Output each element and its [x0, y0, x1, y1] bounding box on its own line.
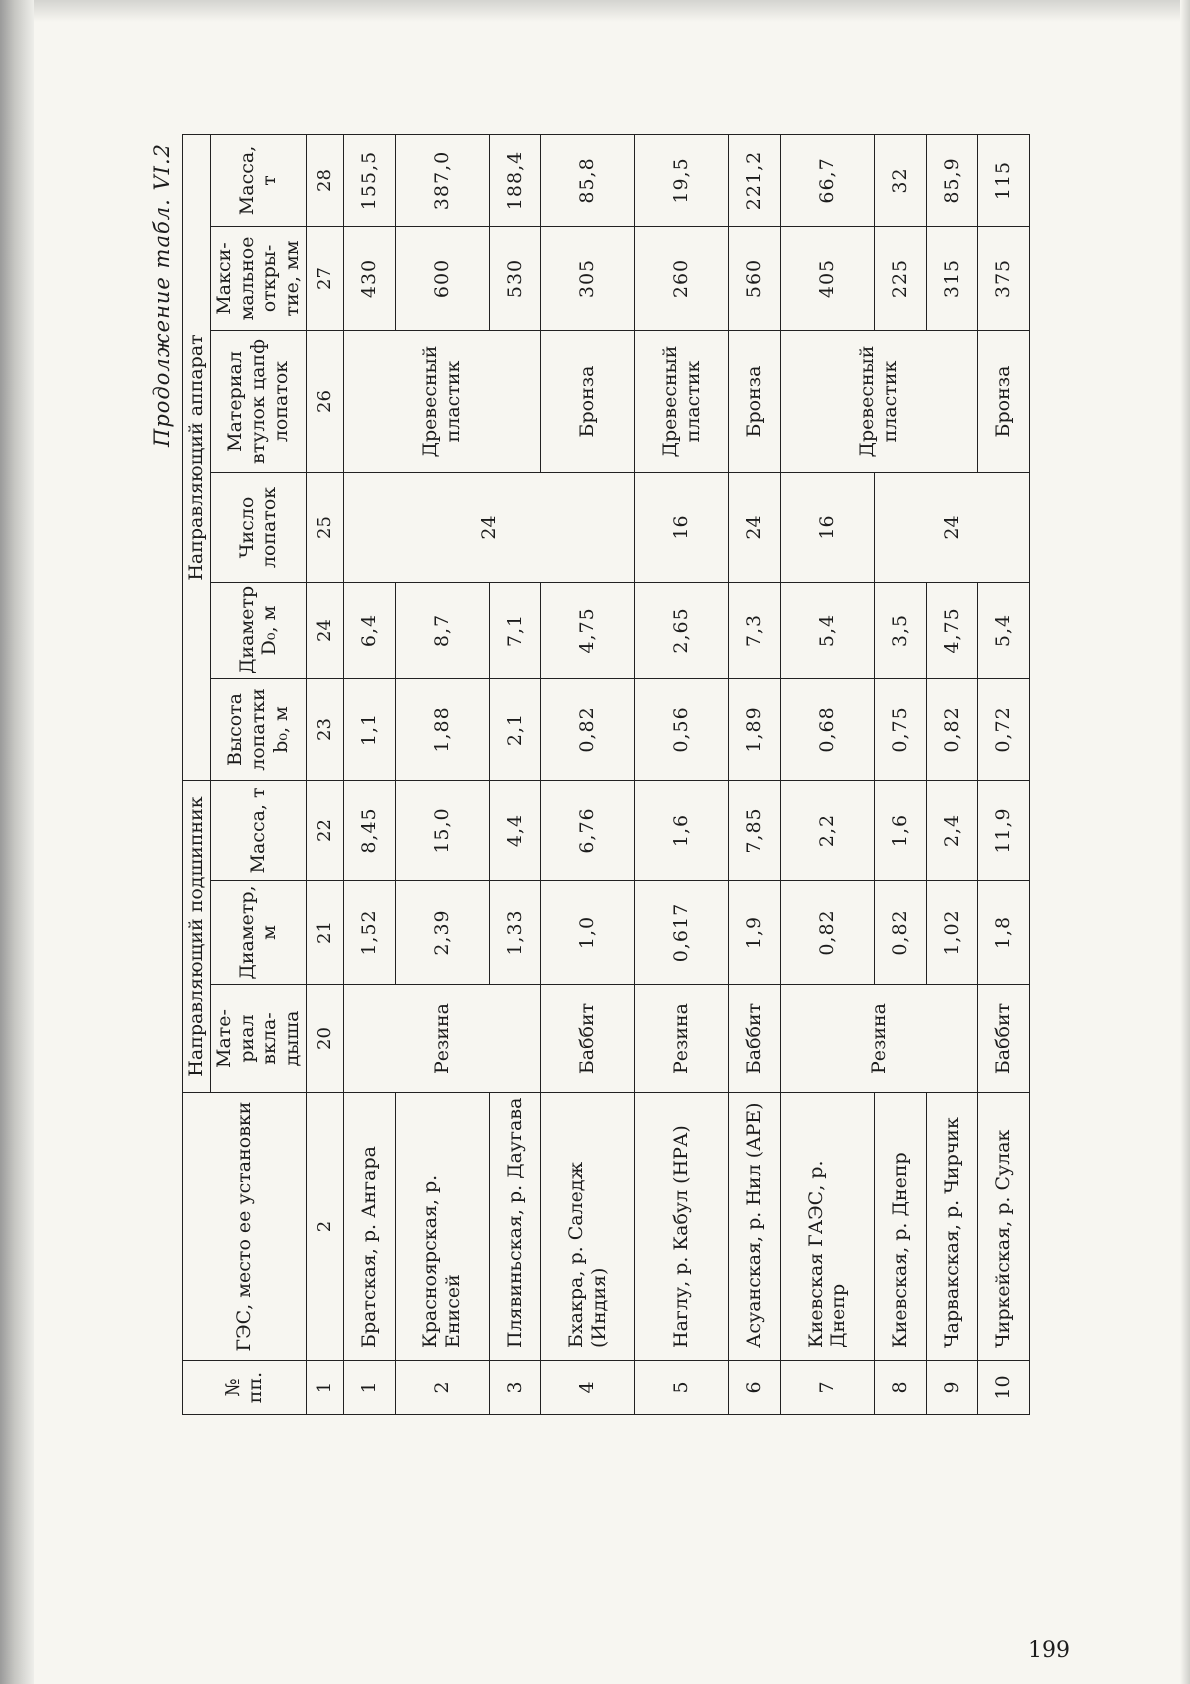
table-row — [926, 134, 978, 1414]
plant-name: Бхакра, р. Саледж (Индия) — [541, 1093, 635, 1361]
row-number: 9 — [926, 1361, 978, 1415]
bearing-mass: 15,0 — [395, 780, 489, 880]
bearing-mass: 7,85 — [729, 780, 781, 880]
scan-edge-top — [0, 0, 1190, 22]
max-opening: 560 — [729, 226, 781, 330]
page-number: 199 — [1028, 1638, 1070, 1663]
apparatus-mass: 115 — [978, 134, 1030, 226]
table-row — [780, 134, 874, 1414]
table-row — [978, 134, 1030, 1414]
plant-name: Чиркейская, р. Сулак — [978, 1093, 1030, 1361]
liner-material: Баббит — [541, 985, 635, 1093]
row-number: 3 — [489, 1361, 541, 1415]
col-liner-material-header: Мате-риал вкла-дыша — [210, 985, 306, 1093]
hydro-plant-table — [182, 134, 1030, 1415]
diameter-d0: 5,4 — [780, 582, 874, 678]
bearing-diameter: 2,39 — [395, 881, 489, 985]
scan-edge-right — [1180, 0, 1190, 1684]
bearing-mass: 4,4 — [489, 780, 541, 880]
diameter-d0: 3,5 — [874, 582, 926, 678]
bushing-material: Бронза — [541, 330, 635, 472]
bushing-material: Древесный пластик — [343, 330, 540, 472]
bearing-diameter: 0,617 — [635, 881, 729, 985]
row-number: 8 — [874, 1361, 926, 1415]
max-opening: 260 — [635, 226, 729, 330]
bearing-mass: 8,45 — [343, 780, 395, 880]
column-number: 27 — [306, 226, 343, 330]
col-plant-header: ГЭС, место ее установки — [183, 1093, 307, 1361]
diameter-d0: 2,65 — [635, 582, 729, 678]
col-max-opening-header: Макси-мальное откры-тие, мм — [210, 226, 306, 330]
blade-height: 0,75 — [874, 678, 926, 780]
bearing-diameter: 0,82 — [780, 881, 874, 985]
col-apparatus-mass-header: Масса, т — [210, 134, 306, 226]
max-opening: 600 — [395, 226, 489, 330]
diameter-d0: 6,4 — [343, 582, 395, 678]
max-opening: 530 — [489, 226, 541, 330]
blade-height: 1,1 — [343, 678, 395, 780]
table-row — [635, 134, 729, 1414]
liner-material: Резина — [343, 985, 540, 1093]
max-opening: 305 — [541, 226, 635, 330]
row-number: 1 — [343, 1361, 395, 1415]
max-opening: 375 — [978, 226, 1030, 330]
plant-name: Киевская ГАЭС, р. Днепр — [780, 1093, 874, 1361]
plant-name: Братская, р. Ангара — [343, 1093, 395, 1361]
liner-material: Резина — [780, 985, 977, 1093]
blade-count: 24 — [729, 472, 781, 582]
apparatus-mass: 32 — [874, 134, 926, 226]
bearing-mass: 2,2 — [780, 780, 874, 880]
bearing-diameter: 1,52 — [343, 881, 395, 985]
liner-material: Баббит — [978, 985, 1030, 1093]
blade-height: 1,88 — [395, 678, 489, 780]
apparatus-mass: 221,2 — [729, 134, 781, 226]
bearing-mass: 11,9 — [978, 780, 1030, 880]
blade-height: 0,72 — [978, 678, 1030, 780]
diameter-d0: 7,3 — [729, 582, 781, 678]
liner-material: Баббит — [729, 985, 781, 1093]
column-number: 22 — [306, 780, 343, 880]
table-row — [489, 134, 541, 1414]
column-number: 25 — [306, 472, 343, 582]
apparatus-mass: 66,7 — [780, 134, 874, 226]
plant-name: Чарвакская, р. Чирчик — [926, 1093, 978, 1361]
row-number: 4 — [541, 1361, 635, 1415]
group-header-row — [183, 134, 211, 1414]
col-bearing-diameter-header: Диаметр, м — [210, 881, 306, 985]
table-row — [729, 134, 781, 1414]
continuation-label: Продолжение табл. VI.2 — [150, 143, 174, 447]
col-num-header: № пп. — [183, 1361, 307, 1415]
bearing-diameter: 1,02 — [926, 881, 978, 985]
table-row — [874, 134, 926, 1414]
apparatus-mass: 19,5 — [635, 134, 729, 226]
bearing-mass: 1,6 — [635, 780, 729, 880]
bearing-diameter: 0,82 — [874, 881, 926, 985]
max-opening: 225 — [874, 226, 926, 330]
bearing-mass: 2,4 — [926, 780, 978, 880]
blade-count: 24 — [874, 472, 1029, 582]
blade-count: 24 — [343, 472, 634, 582]
col-blade-count-header: Число лопаток — [210, 472, 306, 582]
apparatus-mass: 155,5 — [343, 134, 395, 226]
column-number: 2 — [306, 1093, 343, 1361]
bearing-group-header: Направляющий подшипник — [183, 780, 211, 1092]
blade-count: 16 — [635, 472, 729, 582]
column-number: 24 — [306, 582, 343, 678]
apparatus-group-header: Направляющий аппарат — [183, 134, 211, 780]
bearing-mass: 6,76 — [541, 780, 635, 880]
diameter-d0: 8,7 — [395, 582, 489, 678]
bushing-material: Бронза — [978, 330, 1030, 472]
blade-height: 0,82 — [541, 678, 635, 780]
bearing-diameter: 1,33 — [489, 881, 541, 985]
row-number: 6 — [729, 1361, 781, 1415]
table-row — [343, 134, 395, 1414]
max-opening: 405 — [780, 226, 874, 330]
bearing-diameter: 1,0 — [541, 881, 635, 985]
table-row — [395, 134, 489, 1414]
bushing-material: Древесный пластик — [635, 330, 729, 472]
blade-height: 2,1 — [489, 678, 541, 780]
column-number-row — [306, 134, 343, 1414]
row-number: 10 — [978, 1361, 1030, 1415]
column-number: 26 — [306, 330, 343, 472]
blade-count: 16 — [780, 472, 874, 582]
max-opening: 430 — [343, 226, 395, 330]
column-number: 21 — [306, 881, 343, 985]
apparatus-mass: 188,4 — [489, 134, 541, 226]
diameter-d0: 5,4 — [978, 582, 1030, 678]
bushing-material: Бронза — [729, 330, 781, 472]
column-number: 20 — [306, 985, 343, 1093]
col-bushing-material-header: Материал втулок цапф лопаток — [210, 330, 306, 472]
plant-name: Наглу, р. Кабул (НРА) — [635, 1093, 729, 1361]
column-number: 28 — [306, 134, 343, 226]
plant-name: Плявиньская, р. Даугава — [489, 1093, 541, 1361]
blade-height: 0,68 — [780, 678, 874, 780]
apparatus-mass: 387,0 — [395, 134, 489, 226]
apparatus-mass: 85,9 — [926, 134, 978, 226]
blade-height: 0,82 — [926, 678, 978, 780]
row-number: 5 — [635, 1361, 729, 1415]
col-bearing-mass-header: Масса, т — [210, 780, 306, 880]
plant-name: Киевская, р. Днепр — [874, 1093, 926, 1361]
bearing-diameter: 1,8 — [978, 881, 1030, 985]
apparatus-mass: 85,8 — [541, 134, 635, 226]
col-blade-height-header: Высота лопатки b₀, м — [210, 678, 306, 780]
blade-height: 0,56 — [635, 678, 729, 780]
blade-height: 1,89 — [729, 678, 781, 780]
diameter-d0: 7,1 — [489, 582, 541, 678]
bearing-diameter: 1,9 — [729, 881, 781, 985]
column-number: 23 — [306, 678, 343, 780]
row-number: 2 — [395, 1361, 489, 1415]
plant-name: Красноярская, р. Енисей — [395, 1093, 489, 1361]
diameter-d0: 4,75 — [926, 582, 978, 678]
bushing-material: Древесный пластик — [780, 330, 977, 472]
bearing-mass: 1,6 — [874, 780, 926, 880]
max-opening: 315 — [926, 226, 978, 330]
scan-edge-left — [0, 0, 34, 1684]
rotated-table-block — [150, 135, 1030, 1415]
table-row — [541, 134, 635, 1414]
col-diameter-d0-header: Диаметр D₀, м — [210, 582, 306, 678]
diameter-d0: 4,75 — [541, 582, 635, 678]
column-number: 1 — [306, 1361, 343, 1415]
plant-name: Асуанская, р. Нил (АРЕ) — [729, 1093, 781, 1361]
row-number: 7 — [780, 1361, 874, 1415]
liner-material: Резина — [635, 985, 729, 1093]
